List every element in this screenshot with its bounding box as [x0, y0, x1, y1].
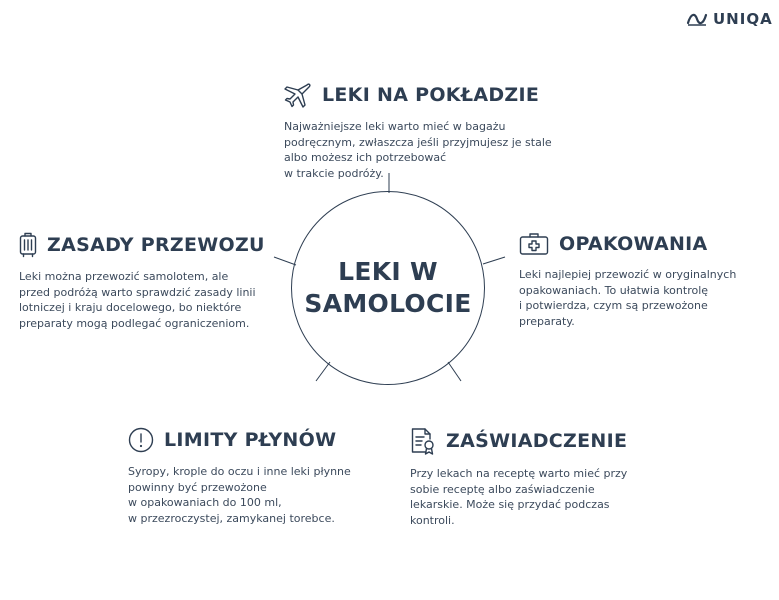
center-circle — [291, 191, 485, 385]
description-line: przed podróżą warto sprawdzić zasady linii — [19, 285, 256, 299]
certificate-document-icon — [410, 427, 436, 455]
section-description — [410, 466, 627, 528]
section-opakowania — [519, 232, 736, 329]
description-line: podręcznym, zwłaszcza jeśli przyjmujesz je stale — [284, 135, 552, 149]
description-line: preparaty mogą podlegać ograniczeniom. — [19, 316, 250, 330]
suitcase-icon — [19, 232, 37, 258]
section-title: LIMITY PŁYNÓW — [164, 429, 337, 451]
section-header — [19, 232, 265, 258]
airplane-icon — [284, 82, 312, 108]
section-description — [128, 464, 351, 526]
description-line: opakowaniach. To ułatwia kontrolę — [519, 283, 709, 297]
section-zasady-przewozu — [19, 232, 265, 331]
center-title-line2: SAMOLOCIE — [304, 289, 472, 318]
section-description — [19, 269, 265, 331]
section-limity-plynow — [128, 427, 351, 526]
first-aid-kit-icon — [519, 232, 549, 256]
center-title — [304, 256, 471, 320]
description-line: i potwierdza, czym są przewożone — [519, 299, 708, 312]
description-line: lotniczej i kraju docelowego, bo niektóre — [19, 301, 242, 314]
description-line: Leki można przewozić samolotem, ale — [19, 270, 229, 283]
section-title: ZAŚWIADCZENIE — [446, 430, 628, 452]
description-line: w opakowaniach do 100 ml, — [128, 496, 282, 509]
section-title: ZASADY PRZEWOZU — [47, 234, 265, 256]
section-header — [519, 232, 736, 256]
section-title: OPAKOWANIA — [559, 233, 708, 255]
section-leki-na-pokladzie — [284, 82, 552, 181]
description-line: Syropy, krople do oczu i inne leki płynne — [128, 465, 351, 478]
description-line: w przezroczystej, zamykanej torebce. — [128, 511, 335, 525]
section-description — [284, 119, 552, 181]
description-line: Leki najlepiej przewozić w oryginalnych — [519, 268, 737, 281]
section-zaswiadczenie — [410, 427, 627, 528]
section-header — [284, 82, 552, 108]
description-line: w trakcie podróży. — [284, 166, 384, 180]
exclamation-circle-icon — [128, 427, 154, 453]
description-line: albo możesz ich potrzebować — [284, 151, 447, 164]
description-line: kontroli. — [410, 513, 455, 527]
connector-left — [274, 257, 296, 265]
description-line: lekarskie. Może się przydać podczas — [410, 498, 610, 511]
section-header — [128, 427, 351, 453]
section-description — [519, 267, 736, 329]
section-header — [410, 427, 627, 455]
description-line: powinny być przewożone — [128, 480, 267, 494]
connector-right — [483, 257, 505, 264]
section-title: LEKI NA POKŁADZIE — [322, 84, 540, 106]
description-line: Najważniejsze leki warto mieć w bagażu — [284, 120, 506, 133]
center-title-line1: LEKI W — [338, 257, 438, 286]
description-line: Przy lekach na receptę warto mieć przy — [410, 467, 628, 480]
brand-name: UNIQA — [713, 10, 773, 28]
description-line: preparaty. — [519, 314, 575, 328]
connector-bottom-right — [448, 362, 461, 381]
description-line: sobie receptę albo zaświadczenie — [410, 482, 595, 496]
